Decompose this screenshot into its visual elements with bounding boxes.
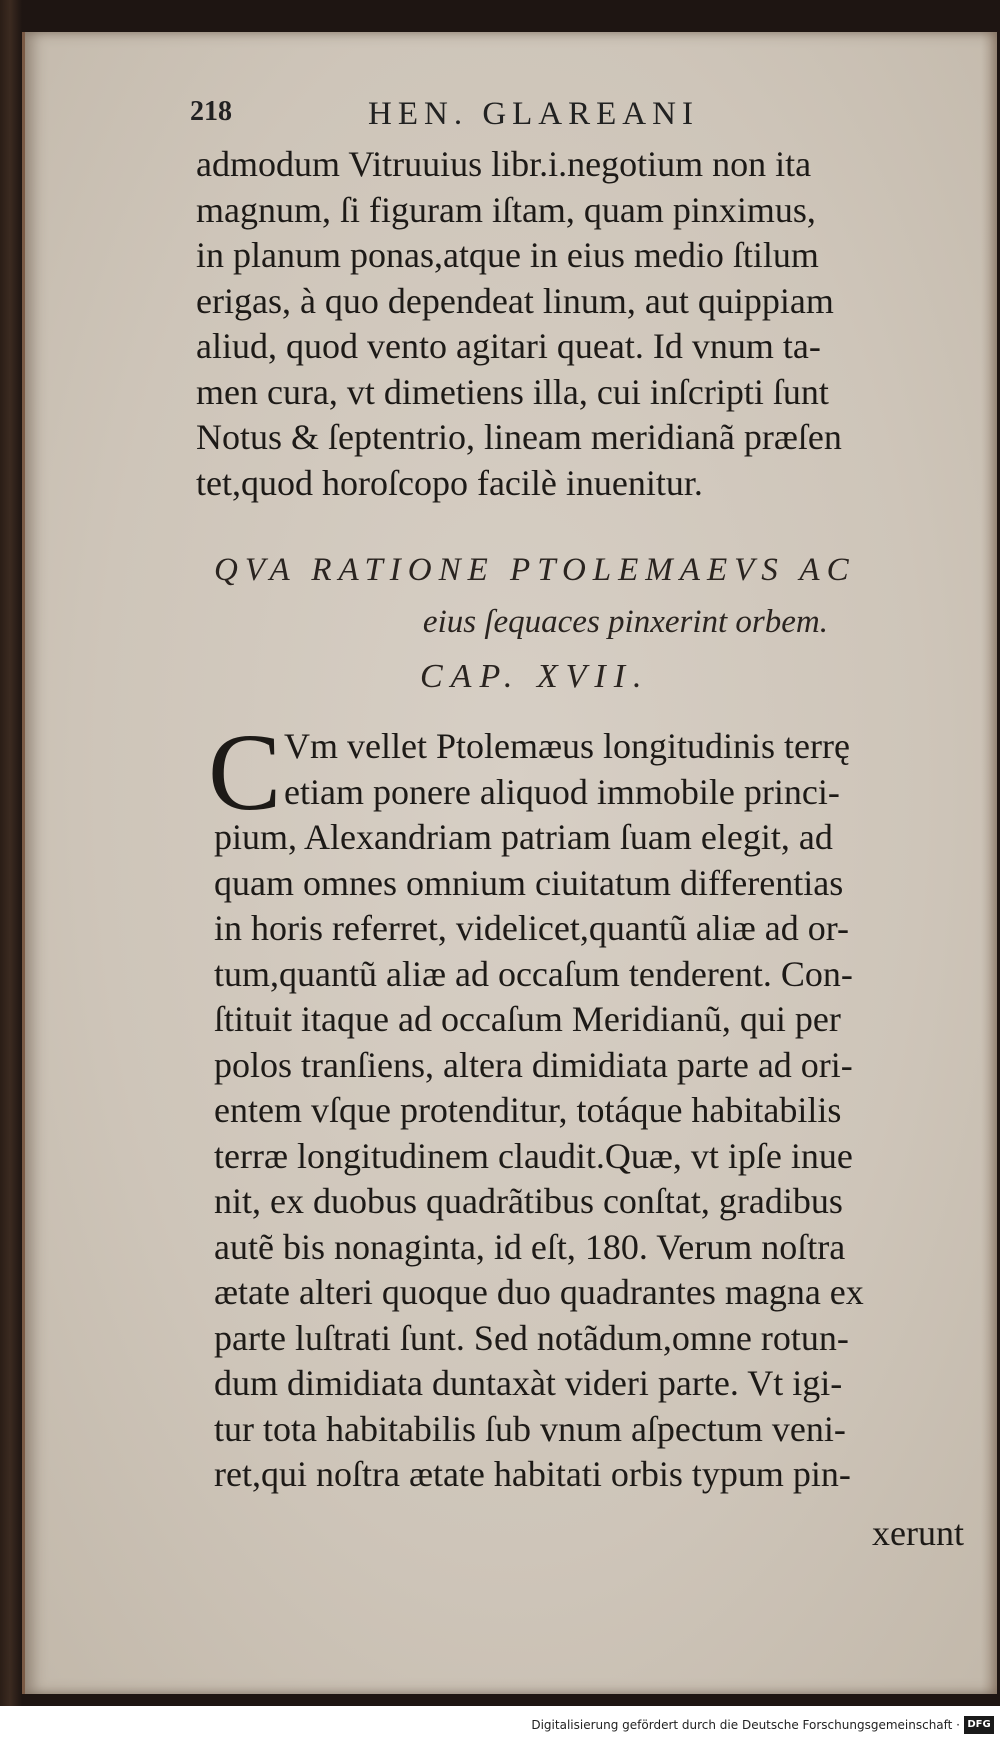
text-line: parte luſtrati ſunt. Sed notãdum,omne rotun- — [214, 1317, 849, 1358]
text-line: tum,quantũ aliæ ad occaſum tenderent. Con- — [214, 953, 853, 994]
text-line: men cura, vt dimetiens illa, cui inſcripti ſunt — [196, 371, 829, 412]
text-line: etiam ponere aliquod immobile princi- — [284, 771, 840, 812]
text-line: quam omnes omnium ciuitatum differentias — [214, 862, 844, 903]
catchword: xerunt — [872, 1513, 964, 1553]
text-line: Vm vellet Ptolemæus longitudinis terrę — [284, 726, 850, 766]
text-line: ret,qui noſtra ætate habitati orbis typum pin- — [214, 1454, 851, 1494]
chapter-heading — [214, 552, 966, 641]
paragraph-two — [214, 724, 966, 1498]
page-edge — [981, 32, 997, 1694]
funding-credit: Digitalisierung gefördert durch die Deutsche Forschungsgemeinschaft · — [531, 1718, 960, 1732]
drop-capital: C — [208, 711, 282, 833]
text-line: dum dimidiata duntaxàt videri parte. Vt igi- — [214, 1363, 843, 1403]
text-line: erigas, à quo dependeat linum, aut quippiam — [196, 280, 834, 321]
text-line: nit, ex duobus quadrãtibus conſtat, gradibus — [214, 1181, 843, 1221]
text-line: terræ longitudinem claudit.Quæ, vt ipſe inue — [214, 1135, 853, 1176]
text-line: admodum Vitruuius libr.i.negotium non ita — [196, 144, 812, 184]
text-line: ætate alteri quoque duo quadrantes magna ex — [214, 1272, 864, 1312]
running-head — [190, 96, 790, 136]
text-line: ſtituit itaque ad occaſum Meridianũ, qui per — [214, 999, 841, 1039]
text-line: aliud, quod vento agitari queat. Id vnum ta- — [196, 326, 821, 366]
text-line: tet,quod horoſcopo facilè inuenitur. — [196, 462, 703, 503]
paragraph-one — [196, 142, 966, 506]
chapter-heading-line: QVA RATIONE PTOLEMAEVS AC — [214, 552, 856, 588]
digitization-footer — [0, 1706, 1000, 1746]
text-line: polos tranſiens, altera dimidiata parte ad ori- — [214, 1044, 853, 1085]
running-head-title: HEN. GLAREANI — [368, 96, 699, 132]
text-line: magnum, ſi figuram iſtam, quam pinximus, — [196, 189, 816, 230]
dfg-logo-icon: DFG — [964, 1716, 994, 1734]
chapter-number: CAP. XVII. — [420, 658, 650, 695]
text-line: entem vſque protenditur, totáque habitabilis — [214, 1090, 842, 1130]
text-line: in planum ponas,atque in eius medio ſtilum — [196, 235, 819, 275]
text-line: pium, Alexandriam patriam ſuam elegit, ad — [214, 817, 833, 857]
text-line: Notus & ſeptentrio, lineam meridianã præſen — [196, 417, 842, 457]
chapter-heading-subline: eius ſequaces pinxerint orbem. — [422, 604, 828, 640]
text-line: autẽ bis nonaginta, id eſt, 180. Verum noſtra — [214, 1226, 846, 1267]
text-line: tur tota habitabilis ſub vnum aſpectum veni- — [214, 1408, 846, 1449]
page-number: 218 — [190, 96, 232, 127]
text-line: in horis referret, videlicet,quantũ aliæ ad or- — [214, 908, 850, 948]
